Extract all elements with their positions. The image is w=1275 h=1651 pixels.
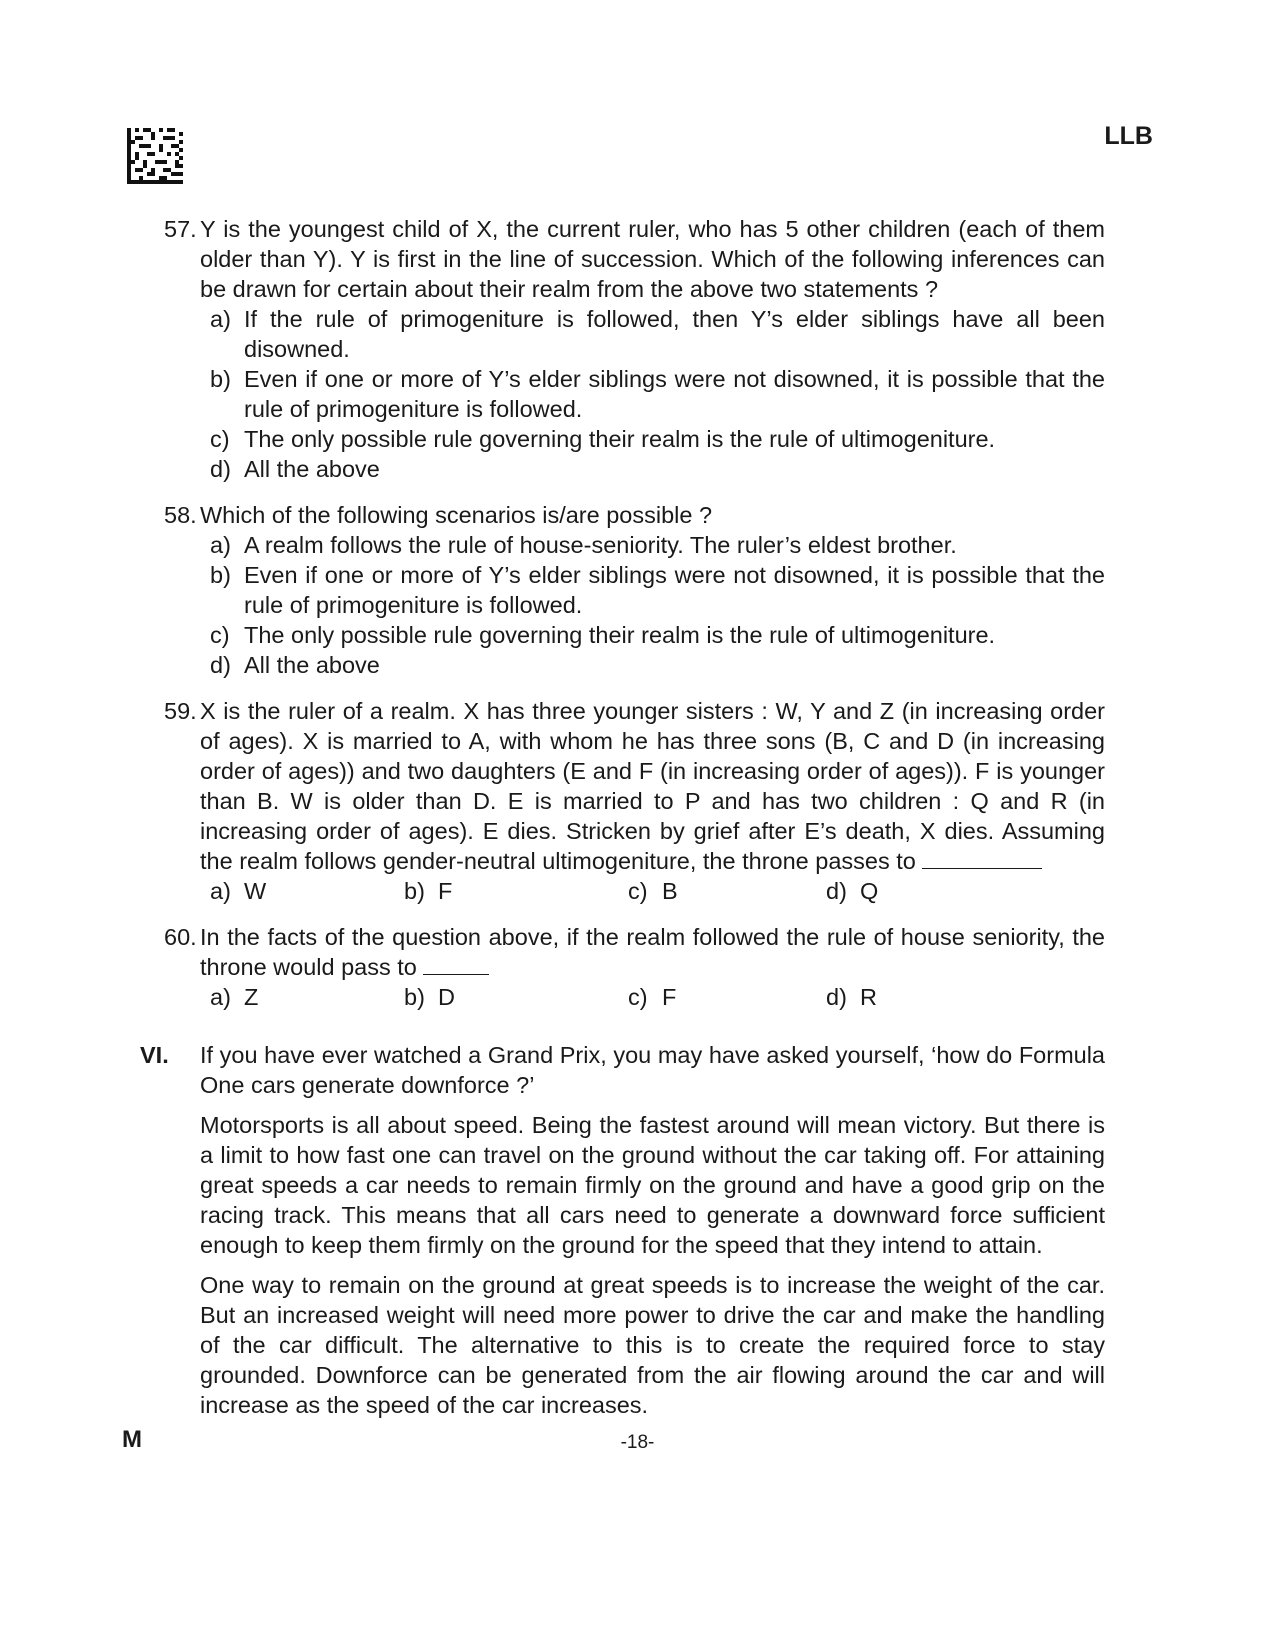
question-57: [130, 214, 1105, 484]
option-b: b) Even if one or more of Y’s elder siblings were not disowned, it is possible that the rule of primogeniture is followed.: [210, 366, 1105, 422]
answer-blank: [922, 846, 1042, 869]
section-number: VI.: [140, 1042, 169, 1068]
option-a: a) A realm follows the rule of house-seniority. The ruler’s eldest brother.: [210, 532, 957, 558]
option-a: a) If the rule of primogeniture is followed, then Y’s elder siblings have all been disowned.: [210, 306, 1105, 362]
page-number: -18-: [620, 1432, 655, 1453]
question-text-with-blank: [200, 696, 1105, 876]
option-d: d) R: [826, 984, 877, 1010]
option-c: c) B: [628, 878, 678, 904]
question-text: In the facts of the question above, if the realm followed the rule of house seniority, the throne would pass to: [200, 924, 1105, 980]
question-text: Y is the youngest child of X, the current ruler, who has 5 other children (each of them older than Y). Y is first in the line of succession. Which of the following inferences can be drawn for certain about their realm from the above two statements ?: [200, 216, 1105, 302]
question-number: 59.: [164, 698, 197, 724]
passage-paragraph: Motorsports is all about speed. Being the fastest around will mean victory. But there is a limit to how fast one can travel on the ground without the car taking off. For attaining great speeds a car needs to remain firmly on the ground and have a good grip on the racing track. This means that all cars need to generate a downward force sufficient enough to keep them firmly on the ground for the speed that they intend to attain.: [200, 1112, 1105, 1258]
option-b: b) D: [404, 984, 455, 1010]
booklet-code: M: [122, 1426, 142, 1453]
options-row: [200, 876, 1105, 906]
answer-blank: [423, 952, 489, 975]
question-60: [130, 922, 1105, 1012]
series-code: LLB: [1104, 122, 1153, 150]
question-number: 58.: [164, 502, 197, 528]
option-b: b) F: [404, 878, 453, 904]
question-59: [130, 696, 1105, 906]
question-text-with-blank: [200, 922, 1105, 982]
option-a: a) Z: [210, 984, 259, 1010]
options-list: [200, 530, 1105, 680]
options-row: [200, 982, 1105, 1012]
option-a: a) W: [210, 878, 267, 904]
option-c: c) F: [628, 984, 677, 1010]
question-58: [130, 500, 1105, 680]
options-list: [200, 304, 1105, 484]
passage-paragraph: One way to remain on the ground at great speeds is to increase the weight of the car. But an increased weight will need more power to drive the car and make the handling of the car difficult. The alternative to this is to create the required force to stay grounded. Downforce can be generated from the air flowing around the car and will increase as the speed of the car increases.: [200, 1272, 1105, 1418]
passage-intro: If you have ever watched a Grand Prix, you may have asked yourself, ‘how do Formula One cars generate downforce ?’: [200, 1042, 1105, 1098]
question-text: X is the ruler of a realm. X has three younger sisters : W, Y and Z (in increasing order of ages). X is married to A, with whom he has three sons (B, C and D (in increasing order of ages)) and two daughters (E and F (in increasing order of ages)). F is younger than B. W is older than D. E is married to P and has two children : Q and R (in increasing order of ages). E dies. Stricken by grief after E’s death, X dies. Assuming the realm follows gender-neutral ultimogeniture, the throne passes to: [200, 698, 1105, 874]
option-d: d) All the above: [210, 456, 380, 482]
question-number: 60.: [164, 924, 197, 950]
option-b: b) Even if one or more of Y’s elder siblings were not disowned, it is possible that the rule of primogeniture is followed.: [210, 562, 1105, 618]
question-content: [130, 214, 1105, 1430]
option-d: d) Q: [826, 878, 879, 904]
option-c: c) The only possible rule governing their realm is the rule of ultimogeniture.: [210, 622, 996, 648]
question-text: Which of the following scenarios is/are possible ?: [200, 502, 713, 528]
passage-section-vi: [130, 1040, 1105, 1430]
option-d: d) All the above: [210, 652, 380, 678]
question-number: 57.: [164, 216, 197, 242]
qr-code-icon: [127, 128, 183, 184]
option-c: c) The only possible rule governing their realm is the rule of ultimogeniture.: [210, 426, 996, 452]
